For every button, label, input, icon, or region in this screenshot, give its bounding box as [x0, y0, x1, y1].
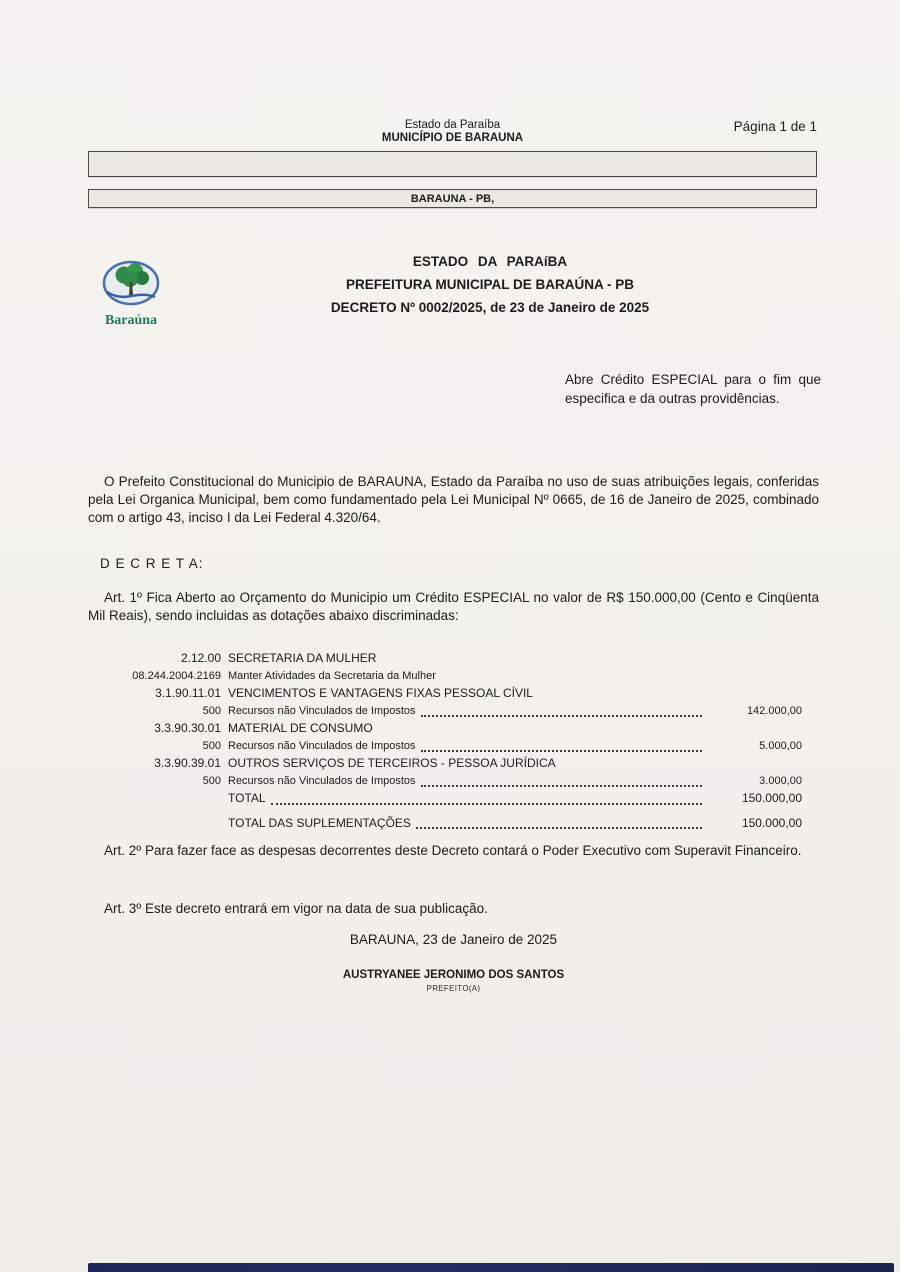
header-state-line: Estado da Paraíba: [404, 119, 501, 131]
budget-code: 3.1.90.11.01: [155, 686, 221, 700]
budget-label: Recursos não Vinculados de Impostos: [228, 704, 416, 717]
budget-row: [100, 815, 802, 833]
article-3: Art. 3º Este decreto entrará em vigor na data de sua publicação.: [104, 901, 488, 916]
budget-row: [100, 650, 802, 668]
budget-value: 3.000,00: [759, 774, 802, 787]
dotted-leader: [421, 774, 702, 787]
budget-code: 08.244.2004.2169: [132, 669, 221, 682]
title-block: [135, 250, 845, 319]
logo-caption: Baraúna: [104, 313, 158, 328]
budget-row: [100, 738, 802, 756]
preamble-paragraph: O Prefeito Constitucional do Municipio de BARAUNA, Estado da Paraíba no uso de suas atribuições legais, conferidas pela Lei Organica Municipal, bem como fundamentado pela Lei Municipal Nº 0665, de 16 de Janeiro de 2025, combinado com o artigo 43, inciso I da Lei Federal 4.320/64.: [88, 474, 819, 525]
title-decreto-number: DECRETO Nº 0002/2025, de 23 de Janeiro de 2025: [330, 300, 650, 315]
budget-value: 150.000,00: [741, 815, 802, 830]
budget-code: 500: [202, 704, 221, 717]
budget-row: [100, 685, 802, 703]
header-box-city: [88, 189, 817, 208]
budget-row: [100, 773, 802, 791]
budget-value: 150.000,00: [741, 791, 802, 805]
budget-value: 5.000,00: [759, 739, 802, 752]
article-2: Art. 2º Para fazer face as despesas decorrentes deste Decreto contará o Poder Executivo com Superavit Financeiro.: [104, 843, 802, 858]
signature-title: PREFEITO(A): [426, 984, 481, 993]
header-city-label: BARAUNA - PB,: [410, 192, 495, 205]
dotted-leader: [421, 739, 702, 752]
budget-code: 3.3.90.30.01: [154, 721, 221, 735]
budget-value: 142.000,00: [746, 704, 802, 717]
header-box-empty: [88, 151, 817, 177]
scan-bottom-strip: [88, 1263, 894, 1272]
budget-code: 2.12.00: [180, 651, 221, 665]
dotted-leader: [421, 704, 702, 717]
budget-label: VENCIMENTOS E VANTAGENS FIXAS PESSOAL CÍVIL: [228, 686, 533, 700]
budget-label: Recursos não Vinculados de Impostos: [228, 739, 416, 752]
header-municipality-line: MUNICÍPIO DE BARAUNA: [381, 132, 524, 144]
budget-code: 500: [202, 774, 221, 787]
title-prefeitura: PREFEITURA MUNICIPAL DE BARAÚNA - PB: [345, 277, 634, 292]
budget-row: [100, 720, 802, 738]
budget-row: [100, 755, 802, 773]
title-state: ESTADO DA PARAíBA: [412, 254, 568, 269]
budget-label: Recursos não Vinculados de Impostos: [228, 774, 416, 787]
budget-label: TOTAL DAS SUPLEMENTAÇÕES: [228, 815, 411, 830]
budget-label: TOTAL: [228, 791, 266, 805]
budget-label: Manter Atividades da Secretaria da Mulher: [228, 669, 436, 682]
budget-label: OUTROS SERVIÇOS DE TERCEIROS - PESSOA JURÍDICA: [228, 756, 556, 770]
date-line: BARAUNA, 23 de Janeiro de 2025: [349, 932, 558, 947]
budget-label: SECRETARIA DA MULHER: [228, 651, 377, 665]
decreta-heading: D E C R E T A:: [100, 556, 204, 571]
dotted-leader: [416, 816, 702, 829]
budget-code: 3.3.90.39.01: [154, 756, 221, 770]
article-1: Art. 1º Fica Aberto ao Orçamento do Municipio um Crédito ESPECIAL no valor de R$ 150.000,00 (Cento e Cinqüenta Mil Reais), sendo incluidas as dotações abaixo discriminadas:: [88, 590, 819, 623]
page-number: Página 1 de 1: [733, 119, 817, 134]
budget-row: [100, 703, 802, 721]
document-header: [88, 119, 817, 145]
budget-label: MATERIAL DE CONSUMO: [228, 721, 373, 735]
budget-code: 500: [202, 739, 221, 752]
budget-row: [100, 668, 802, 686]
dotted-leader: [271, 792, 702, 805]
signature-name: AUSTRYANEE JERONIMO DOS SANTOS: [342, 969, 565, 981]
budget-table: [100, 650, 802, 832]
ementa-paragraph: Abre Crédito ESPECIAL para o fim que especifica e da outras providências.: [565, 372, 821, 406]
budget-row: [100, 790, 802, 808]
